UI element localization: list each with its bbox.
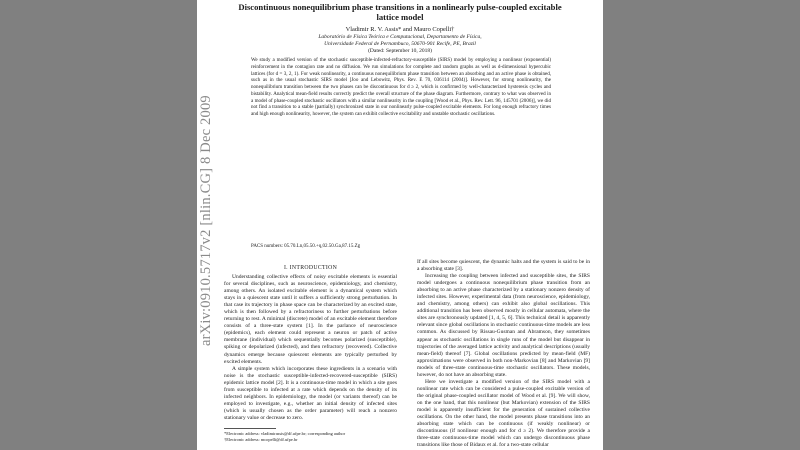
footnote: †Electronic address: mcopelli@df.ufpe.br <box>224 437 298 442</box>
paragraph: Increasing the coupling between infected and susceptible sites, the SIRS model undergoes a continuous nonequilibrium phase transition from an absorbing to an active phase characterized by a stationary nonzero density of infected sites. However, experimental data (from neuroscience, epidemiology, and chemistry, among others) can exhibit also global oscillations. This additional transition has been observed mostly in cellular automata, where the sites are synchronously updated [1, 4, 5, 6]. This technical detail is apparently relevant since global oscillations in stochastic continuous-time models are less common. As discussed by Rissau-Gusman and Abramson, they sometimes appear as stochastic oscillations in single runs of the model but disappear in trajectories of the averaged lattice activity and analytical descriptions (usually mean-field) thereof [7]. Global oscillations predicted by mean-field (MF) approximations were observed in both non-Markovian [8] and Markovian [9] models of three-state continuous-time stochastic oscillators. These models, however, do not have an absorbing state. <box>417 273 590 378</box>
paragraph: If all sites become quiescent, the dynamic halts and the system is said to be in a absorbing state [3]. <box>417 259 590 273</box>
right-column <box>417 259 590 449</box>
pacs-numbers: PACS numbers: 05.70.Ln,05.50.+q,02.50.Ga,87.15.Zg <box>251 244 361 249</box>
date-line: (Dated: September 10, 2018) <box>368 48 432 54</box>
affiliation-line-2: Universidade Federal de Pernambuco, 50670-901 Recife, PE, Brazil <box>324 40 476 47</box>
arxiv-stamp: arXiv:0910.5717v2 [nlin.CG] 8 Dec 2009 <box>198 95 214 346</box>
paragraph: Here we investigate a modified version of the SIRS model with a nonlinear rate which can be considered a pulse-coupled excitable version of the original phase-coupled oscillator model of Wood et al. [9]. We will show, on the one hand, that this nonlinear (but Markovian) extension of the SIRS model is apparently insufficient for the generation of sustained collective oscillations. On the other hand, the model presents phase transitions into an absorbing state which can be continuous (if weakly nonlinear) or discontinuous (if nonlinear enough and for d ≥ 2). We therefore provide a three-state continuous-time model which can undergo discontinuous phase transitions like those of Bidaux et al. for a two-state cellular <box>417 378 590 449</box>
affiliation-line-1: Laboratório de Física Teórica e Computacional, Departamento de Física, <box>318 34 482 40</box>
section-heading: I. INTRODUCTION <box>283 265 338 271</box>
abstract: We study a modified version of the stochastic susceptible-infected-refractory-susceptible (SIRS) model by employing a nonlinear (exponential) reinforcement in the contagion rate and no diffusion. We run simulations for complete and random graphs as well as d-dimensional hypercubic lattices (for d = 3, 2, 1). For weak nonlinearity, a continuous nonequilibrium phase transition between an absorbing and an active phase is obtained, such as in the usual stochastic SIRS model [Joo and Lebowitz, Phys. Rev. E 70, 036114 (2004)]. However, for strong nonlinearity, the nonequilibrium transition between the two phases can be discontinuous for d ≥ 2, which is confirmed by well-characterized hysteresis cycles and bistability. Analytical mean-field results correctly predict the overall structure of the phase diagram. Furthermore, contrary to what was observed in a model of phase-coupled stochastic oscillators with a similar nonlinearity in the coupling [Wood et al., Phys. Rev. Lett. 96, 145701 (2006)], we did not find a transition to a stable (partially) synchronized state in our nonlinearly pulse-coupled excitable elements. For long enough refractory times and high enough nonlinearity, however, the system can exhibit collective excitability and unstable stochastic oscillations. <box>251 57 551 117</box>
paper-title: Discontinuous nonequilibrium phase transitions in a nonlinearly pulse-coupled excitable lattice model <box>238 2 562 22</box>
left-column <box>224 274 397 422</box>
footnote: *Electronic address: vladimirassis@df.ufpe.br; corresponding author <box>224 431 346 436</box>
footnote-rule <box>224 428 276 429</box>
paper-page <box>197 0 603 450</box>
paragraph: A simple system which incorporates these ingredients in a scenario with noise is the stochastic susceptible-infected-recovered-susceptible (SIRS) epidemic lattice model [2]. It is a continuous-time model in which a site goes from susceptible to infected at a rate which depends on the density of its infected neighbors. In epidemiology, the model (or variants thereof) can be employed to investigate, e.g., whether an initial density of infected sites (which is usually chosen as the order parameter) will reach a nonzero stationary value or decrease to zero. <box>224 365 397 421</box>
affiliation <box>227 34 573 48</box>
authors: Vladimir R. V. Assis* and Mauro Copelli† <box>345 26 455 33</box>
footnotes <box>224 431 399 443</box>
paragraph: Understanding collective effects of noisy excitable elements is essential for several disciplines, such as neuroscience, epidemiology, and chemistry, among others. An isolated excitable element is a dynamical system which stays in a quiescent state until it suffers a sufficiently strong perturbation. In that case its trajectory in phase space can be characterized by an excited state, which is then followed by a refractoriness to further perturbations before returning to rest. A minimal (discrete) model of an excitable element therefore consists of a three-state system [1]. In the parlance of neuroscience (epidemics), each element could represent a neuron or patch of active membrane (individual) which sequentially becomes polarized (susceptible), spiking or depolarized (infected), and then refractory (recovered). Collective dynamics emerge because quiescent elements are typically perturbed by excited elements. <box>224 274 397 365</box>
